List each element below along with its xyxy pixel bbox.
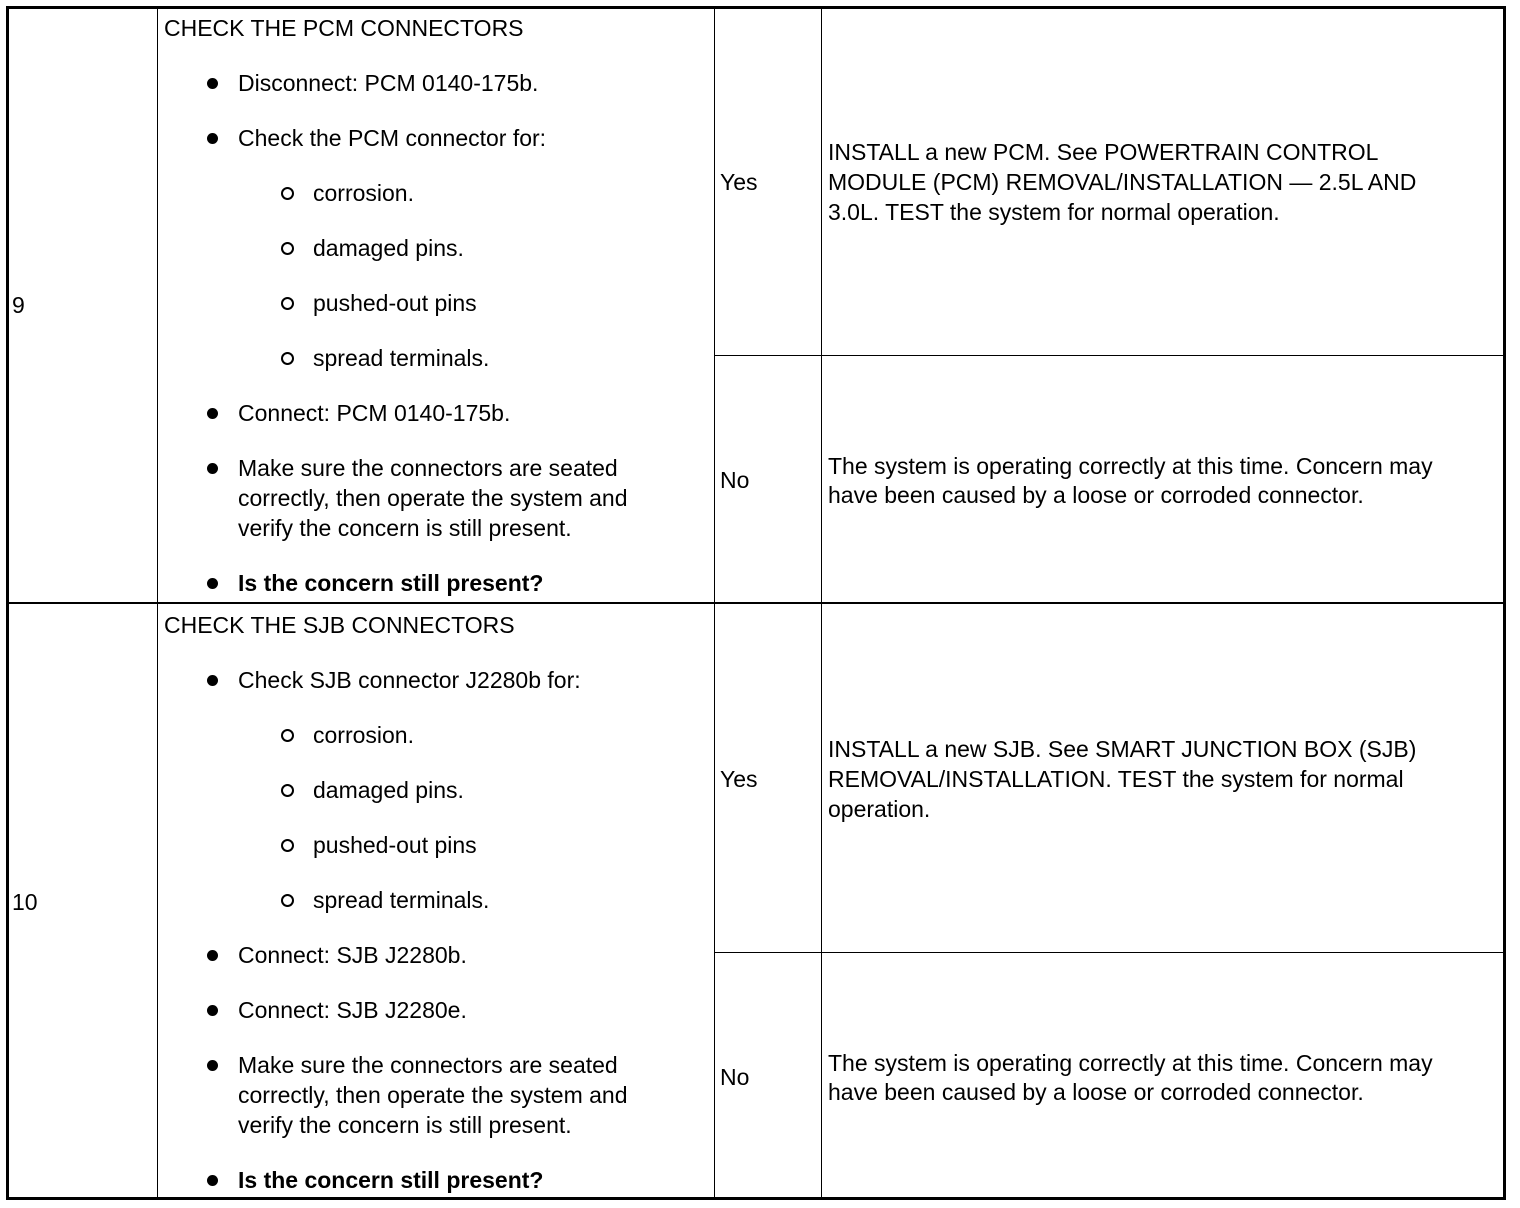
step-heading: CHECK THE SJB CONNECTORS xyxy=(164,612,515,638)
question-item: Is the concern still present? xyxy=(238,570,544,596)
bullet-icon xyxy=(207,578,218,589)
list-item-line: correctly, then operate the system and xyxy=(238,1082,628,1108)
list-item: Connect: PCM 0140-175b. xyxy=(238,400,511,426)
sub-list-item: corrosion. xyxy=(313,180,414,206)
column-divider-step xyxy=(157,8,158,1200)
list-item-line: Make sure the connectors are seated xyxy=(238,455,618,481)
yes-action-line: operation. xyxy=(828,796,931,822)
sub-list-item: corrosion. xyxy=(313,722,414,748)
yes-action-line: INSTALL a new SJB. See SMART JUNCTION BOX (SJB) xyxy=(828,736,1417,762)
bullet-icon xyxy=(207,133,218,144)
yes-action-line: 3.0L. TEST the system for normal operation. xyxy=(828,199,1280,225)
bullet-icon xyxy=(207,408,218,419)
no-action-line: have been caused by a loose or corroded connector. xyxy=(828,482,1364,508)
bullet-icon xyxy=(207,463,218,474)
sub-bullet-icon xyxy=(281,242,294,255)
bullet-icon xyxy=(207,1175,218,1186)
row9-yes-no-divider xyxy=(715,355,1504,356)
list-item: Disconnect: PCM 0140-175b. xyxy=(238,70,539,96)
bullet-icon xyxy=(207,950,218,961)
question-item: Is the concern still present? xyxy=(238,1167,544,1193)
sub-list-item: spread terminals. xyxy=(313,887,490,913)
yes-action-line: MODULE (PCM) REMOVAL/INSTALLATION — 2.5L AND xyxy=(828,169,1417,195)
no-label: No xyxy=(720,467,750,493)
list-item-line: verify the concern is still present. xyxy=(238,1112,572,1138)
sub-list-item: pushed-out pins xyxy=(313,290,477,316)
sub-list-item: spread terminals. xyxy=(313,345,490,371)
bullet-icon xyxy=(207,78,218,89)
sub-list-item: damaged pins. xyxy=(313,235,464,261)
list-item-line: correctly, then operate the system and xyxy=(238,485,628,511)
list-item: Check the PCM connector for: xyxy=(238,125,547,151)
yes-action-line: INSTALL a new PCM. See POWERTRAIN CONTROL xyxy=(828,139,1379,165)
bullet-icon xyxy=(207,675,218,686)
yes-action-line: REMOVAL/INSTALLATION. TEST the system for normal xyxy=(828,766,1404,792)
step-number: 10 xyxy=(12,889,38,915)
column-divider-action xyxy=(714,8,715,1200)
list-item: Check SJB connector J2280b for: xyxy=(238,667,581,693)
row-divider-9-10 xyxy=(8,602,1504,604)
list-item: Connect: SJB J2280b. xyxy=(238,942,467,968)
bullet-icon xyxy=(207,1060,218,1071)
step-number: 9 xyxy=(12,292,25,318)
column-divider-answer xyxy=(821,8,822,1200)
sub-bullet-icon xyxy=(281,297,294,310)
sub-bullet-icon xyxy=(281,729,294,742)
step-heading: CHECK THE PCM CONNECTORS xyxy=(164,15,524,41)
list-item: Connect: SJB J2280e. xyxy=(238,997,467,1023)
no-action-line: have been caused by a loose or corroded connector. xyxy=(828,1079,1364,1105)
no-action-line: The system is operating correctly at this time. Concern may xyxy=(828,453,1433,479)
bullet-icon xyxy=(207,1005,218,1016)
sub-bullet-icon xyxy=(281,187,294,200)
sub-bullet-icon xyxy=(281,352,294,365)
sub-bullet-icon xyxy=(281,839,294,852)
sub-list-item: pushed-out pins xyxy=(313,832,477,858)
sub-bullet-icon xyxy=(281,894,294,907)
yes-label: Yes xyxy=(720,766,758,792)
sub-bullet-icon xyxy=(281,784,294,797)
list-item-line: Make sure the connectors are seated xyxy=(238,1052,618,1078)
row10-yes-no-divider xyxy=(715,952,1504,953)
no-label: No xyxy=(720,1064,750,1090)
yes-label: Yes xyxy=(720,169,758,195)
list-item-line: verify the concern is still present. xyxy=(238,515,572,541)
sub-list-item: damaged pins. xyxy=(313,777,464,803)
no-action-line: The system is operating correctly at this time. Concern may xyxy=(828,1050,1433,1076)
